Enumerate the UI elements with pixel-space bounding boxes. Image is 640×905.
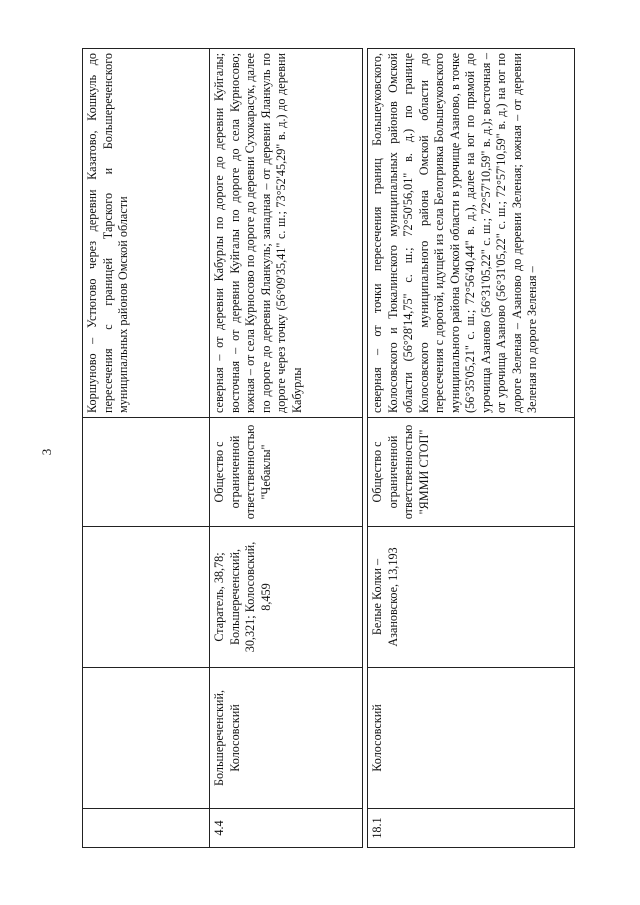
- cell-number: 18.1: [368, 809, 575, 848]
- cell-boundary: Коршуново – Устюгово через деревни Казатово, Кошкуль до пересечения с границей Тарского и Большереченского муниципальных районов Омской области: [83, 49, 210, 418]
- cell-areas: [83, 527, 210, 668]
- hunting-grounds-table: [82, 48, 575, 848]
- cell-areas: Старатель, 38,78; Большереченский, 30,321; Колосовский, 8,459: [210, 527, 363, 668]
- cell-areas: Белые Колки – Азановское, 13,193: [368, 527, 575, 668]
- cell-organization: [83, 418, 210, 527]
- table-row: [368, 49, 575, 848]
- cell-organization: Общество с ограниченной ответственностью "Чебаклы": [210, 418, 363, 527]
- cell-number: 4.4: [210, 809, 363, 848]
- table-row: [210, 49, 363, 848]
- cell-districts: Колосовский: [368, 668, 575, 809]
- cell-number: [83, 809, 210, 848]
- rotated-table-container: [82, 48, 575, 848]
- cell-districts: Большереченский, Колосовский: [210, 668, 363, 809]
- cell-districts: [83, 668, 210, 809]
- cell-organization: Общество с ограниченной ответственностью "ЯММИ СТОП": [368, 418, 575, 527]
- table-row: [83, 49, 210, 848]
- cell-boundary: северная – от точки пересечения границ Большеуковского, Колосовского и Тюкалинского муниципальных районов Омской области (56°28'14,75" с. ш.; 72°50'56,01" в. д.) по границе Колосовского муниципального района Омской области до пересечения с дорогой, идущей из села Белогривка Большеуковского муниципального района Омской области в урочище Азаново, в точке (56°35'05,21" с. ш.; 72°56'40,44" в. д.), далее на юг по прямой до урочища Азаново (56°31'05,22" с. ш.; 72°57'10,59" в. д.); восточная – от урочища Азаново (56°31'05,22" с. ш.; 72°57'10,59" в. д.) на юг по дороге Зеленая – Азаново до деревни Зеленая; южная – от деревни Зеленая по дороге Зеленая –: [368, 49, 575, 418]
- cell-boundary: северная – от деревни Кабурлы по дороге до деревни Куйгалы; восточная – от деревни Куйгалы по дороге до села Курносово; южная – от села Курносово по дороге до деревни Сухокарасук, далее по дороге до деревни Яланкуль; западная – от деревни Яланкуль по дороге через точку (56°09'35,41" с. ш.; 73°52'45,29" в. д.) до деревни Кабурлы: [210, 49, 363, 418]
- page-number: 3: [39, 448, 54, 456]
